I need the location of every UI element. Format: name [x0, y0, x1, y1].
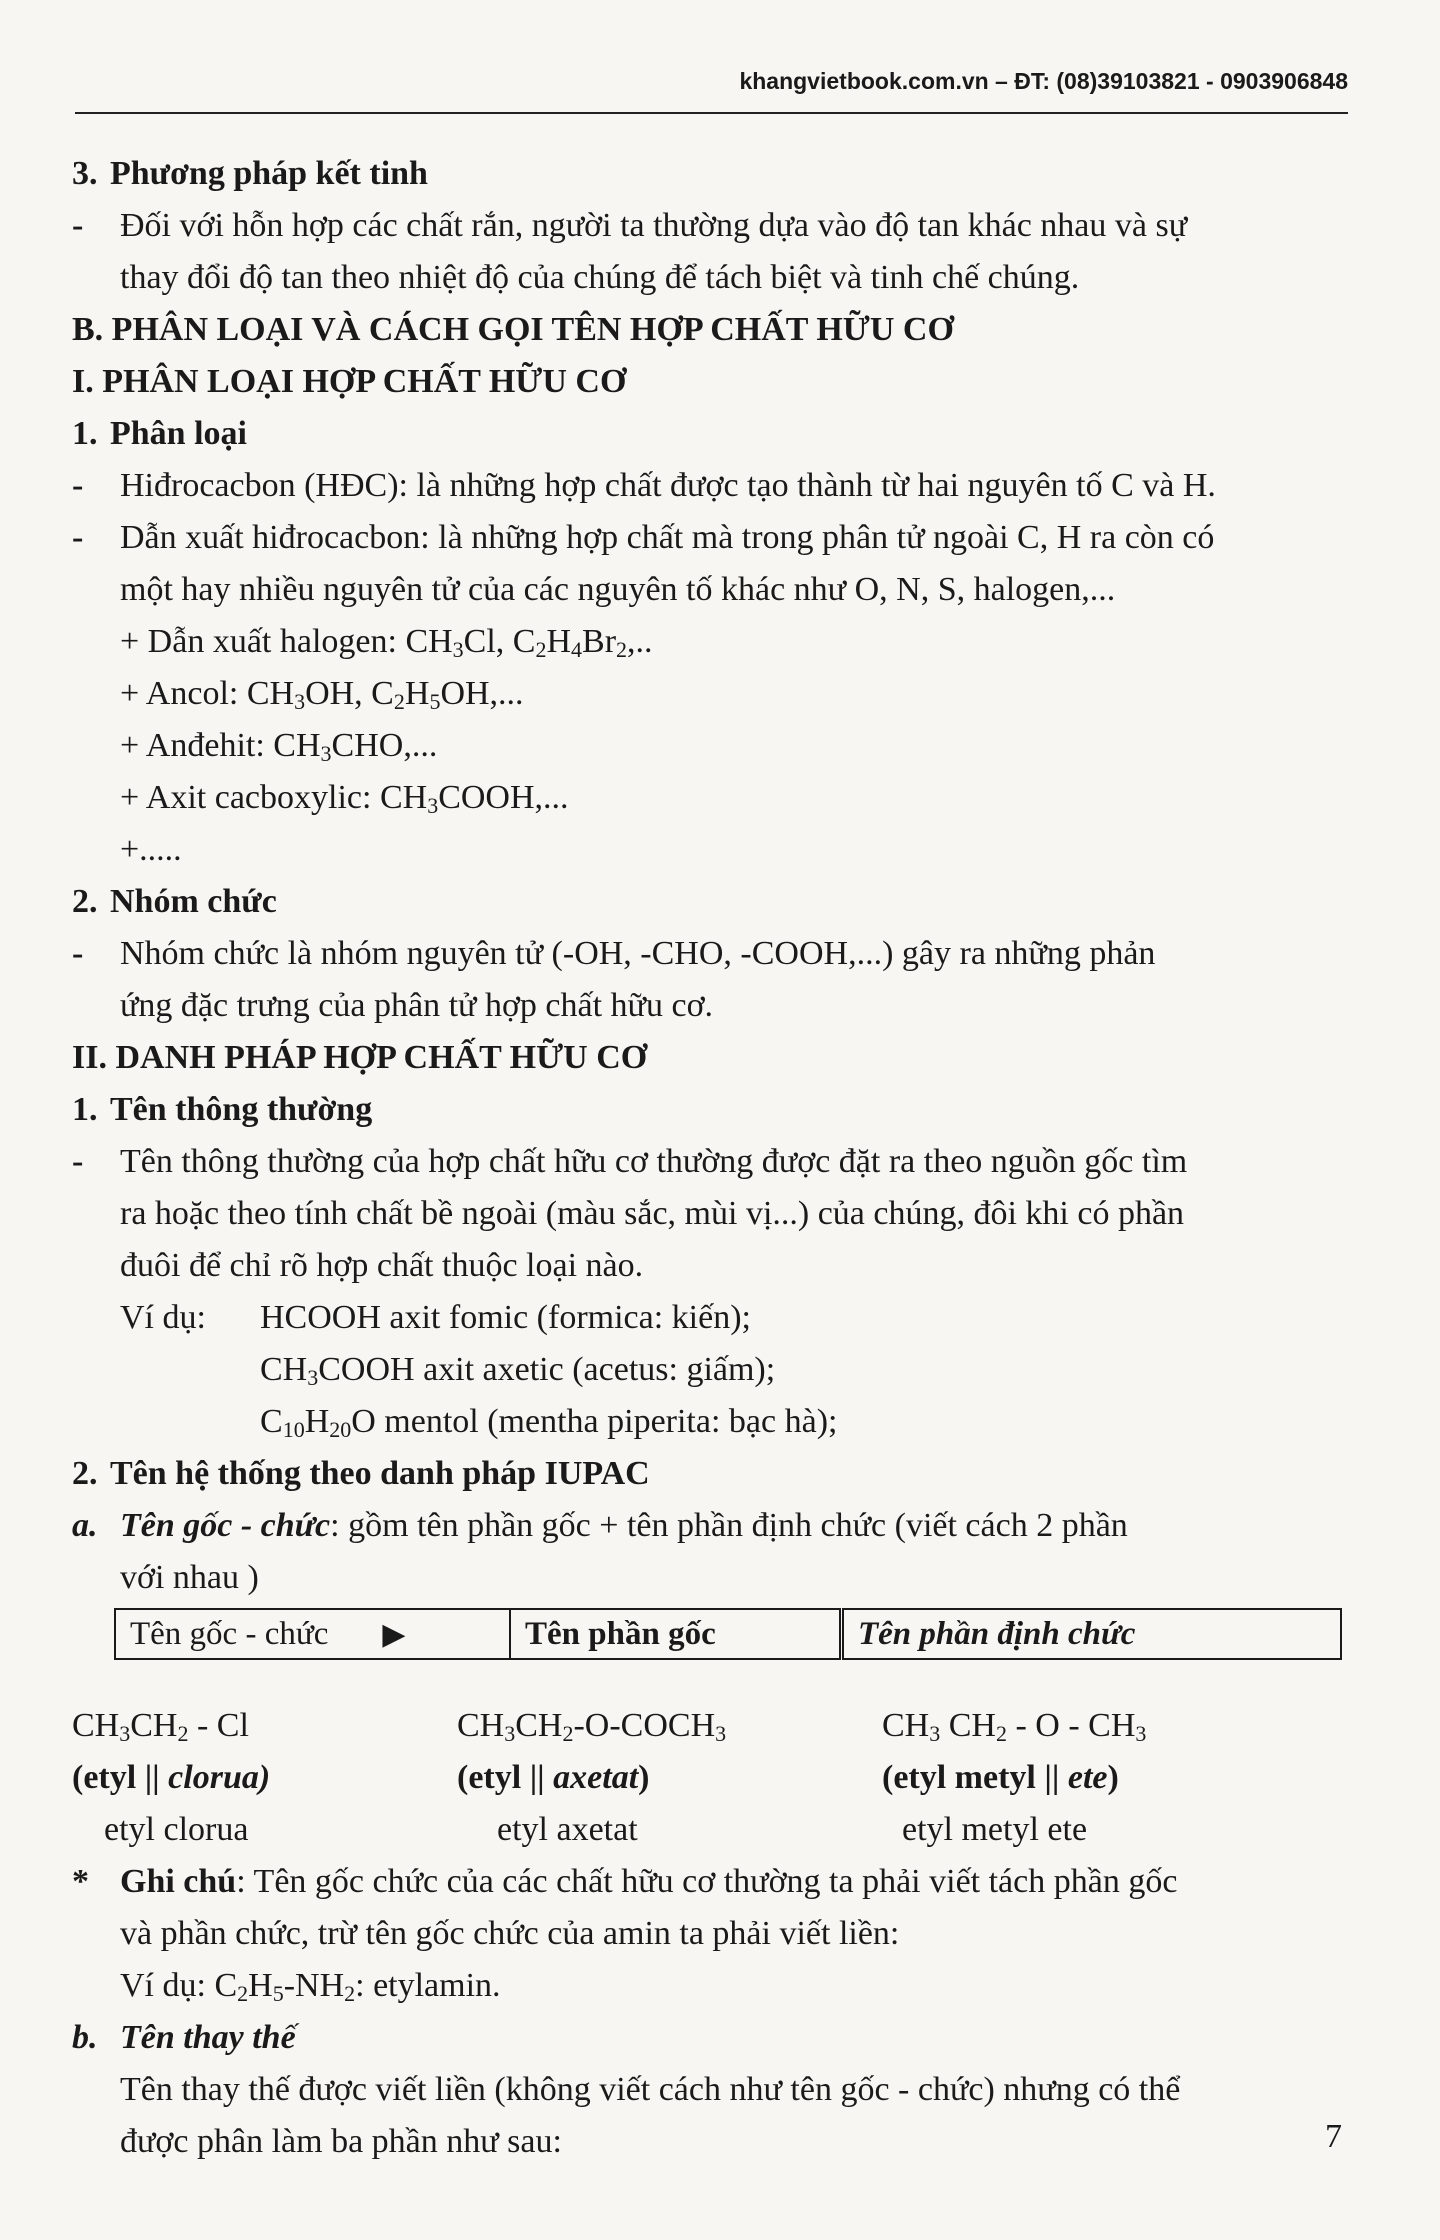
page-header [75, 68, 1348, 114]
compound-name: etyl clorua [104, 1811, 249, 1848]
formula: $CH_3$ $CH_2$ - O - $CH_3$ [882, 1707, 1147, 1746]
section-i-heading: I. PHÂN LOẠI HỢP CHẤT HỮU CƠ [72, 363, 627, 400]
ten-thong-thuong-text-1: - Tên thông thường của hợp chất hữu cơ thường được đặt ra theo nguồn gốc tìm [72, 1143, 1188, 1180]
example-col-etyl-clorua [72, 1700, 457, 1856]
page-content [72, 148, 1342, 2168]
formula-breakdown: (etyl metyl || ete) [882, 1759, 1119, 1796]
iupac-heading: 2. Tên hệ thống theo danh pháp IUPAC [72, 1455, 650, 1492]
formula: $CH_3CH_2$ - Cl [72, 1707, 249, 1746]
hdc-definition: - Hiđrocacbon (HĐC): là những hợp chất được tạo thành từ hai nguyên tố C và H. [72, 467, 1216, 504]
example-col-etyl-metyl-ete [882, 1700, 1342, 1856]
section-ii-heading: II. DANH PHÁP HỢP CHẤT HỮU CƠ [72, 1039, 648, 1076]
plus-halogen: + Dẫn xuất halogen: $CH_3Cl$, $C_2H_4Br_2$,.. [120, 623, 653, 662]
dan-xuat-definition-1: - Dẫn xuất hiđrocacbon: là những hợp chất mà trong phân tử ngoài C, H ra còn có [72, 519, 1215, 556]
dan-xuat-definition-2: một hay nhiều nguyên tử của các nguyên tố khác như O, N, S, halogen,... [120, 571, 1116, 608]
page-number: 7 [1325, 2118, 1342, 2155]
section-3-heading: 3. Phương pháp kết tinh [72, 155, 428, 192]
nhom-chuc-text-2: ứng đặc trưng của phân tử hợp chất hữu cơ. [120, 987, 714, 1024]
nhom-chuc-text-1: - Nhóm chức là nhóm nguyên tử (-OH, -CHO, -COOH,...) gây ra những phản [72, 935, 1156, 972]
plus-andehit: + Anđehit: $CH_3CHO$,... [120, 727, 438, 766]
naming-structure-table [114, 1608, 1342, 1660]
header-contact: khangvietbook.com.vn – ĐT: (08)39103821 - 0903906848 [739, 68, 1348, 94]
example-1: Ví dụ: HCOOH axit fomic (formica: kiến); [120, 1299, 751, 1336]
plus-ancol: + Ancol: $CH_3OH$, $C_2H_5OH$,... [120, 675, 524, 714]
formula-breakdown: (etyl || clorua) [72, 1759, 271, 1796]
formula: $CH_3CH_2-O-COCH_3$ [457, 1707, 727, 1746]
note-example: Ví dụ: $C_2H_5-NH_2$: etylamin. [120, 1967, 501, 2006]
table-cell-goc-chuc: Tên gốc - chức ▶ [115, 1609, 510, 1659]
ten-thay-the-heading: b. Tên thay thế [72, 2019, 296, 2056]
section-b-heading: B. PHÂN LOẠI VÀ CÁCH GỌI TÊN HỢP CHẤT HỮU CƠ [72, 311, 954, 348]
section-3-text-2: thay đổi độ tan theo nhiệt độ của chúng để tách biệt và tinh chế chúng. [120, 259, 1080, 296]
note-text-2: và phần chức, trừ tên gốc chức của amin ta phải viết liền: [120, 1915, 900, 1952]
example-3: $C_{10}H_{20}O$ mentol (mentha piperita: bạc hà); [260, 1403, 838, 1442]
ten-goc-chuc-text-2: với nhau ) [120, 1559, 259, 1596]
compound-name: etyl axetat [497, 1811, 638, 1848]
ten-thong-thuong-text-2: ra hoặc theo tính chất bề ngoài (màu sắc, mùi vị...) của chúng, đôi khi có phần [120, 1195, 1185, 1232]
table-cell-phan-dinh-chuc: Tên phần định chức [842, 1609, 1342, 1659]
ten-goc-chuc-text-1: a. Tên gốc - chức: gồm tên phần gốc + tên phần định chức (viết cách 2 phần [72, 1507, 1128, 1544]
plus-axit: + Axit cacboxylic: $CH_3COOH$,... [120, 779, 569, 818]
example-2: $CH_3COOH$ axit axetic (acetus: giấm); [260, 1351, 776, 1390]
ten-thong-thuong-text-3: đuôi để chỉ rõ hợp chất thuộc loại nào. [120, 1247, 644, 1284]
goc-chuc-examples [72, 1700, 1342, 1856]
ten-thong-thuong-heading: 1. Tên thông thường [72, 1091, 373, 1128]
nhom-chuc-heading: 2. Nhóm chức [72, 883, 277, 920]
compound-name: etyl metyl ete [902, 1811, 1088, 1848]
section-3-text-1: - Đối với hỗn hợp các chất rắn, người ta thường dựa vào độ tan khác nhau và sự [72, 207, 1188, 244]
table-cell-phan-goc: Tên phần gốc [510, 1609, 842, 1659]
note-text-1: * Ghi chú: Tên gốc chức của các chất hữu cơ thường ta phải viết tách phần gốc [72, 1863, 1178, 1900]
formula-breakdown: (etyl || axetat) [457, 1759, 650, 1796]
phan-loai-heading: 1. Phân loại [72, 415, 247, 452]
ten-thay-the-text-1: Tên thay thế được viết liền (không viết cách như tên gốc - chức) nhưng có thể [120, 2071, 1181, 2108]
plus-etc: +..... [120, 831, 182, 868]
ten-thay-the-text-2: được phân làm ba phần như sau: [120, 2123, 562, 2160]
arrow-right-icon: ▶ [382, 1617, 406, 1651]
example-col-etyl-axetat [457, 1700, 882, 1856]
